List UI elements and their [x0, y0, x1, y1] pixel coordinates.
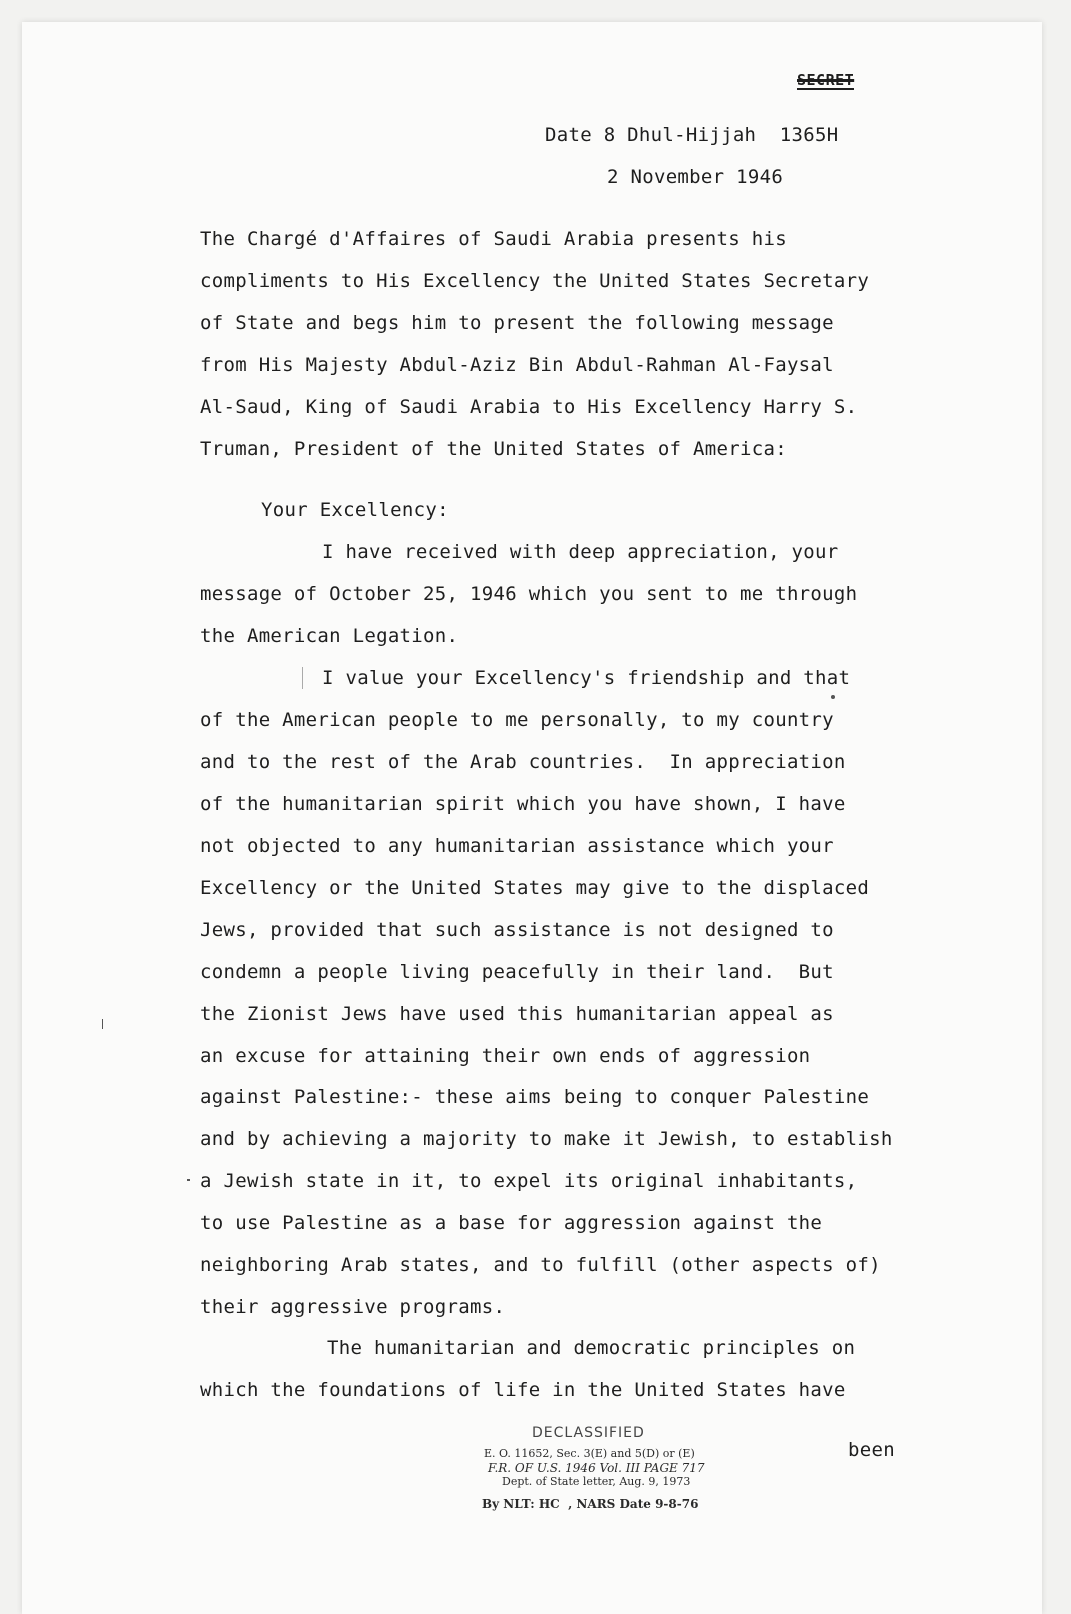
intro-line: of State and begs him to present the following message — [200, 312, 834, 334]
body-line: neighboring Arab states, and to fulfill (other aspects of) — [200, 1254, 881, 1276]
declassified-stamp-signoff: By NLT: HC , NARS Date 9-8-76 — [482, 1497, 699, 1511]
declassified-stamp-authority: E. O. 11652, Sec. 3(E) and 5(D) or (E) — [484, 1447, 695, 1460]
body-line: Jews, provided that such assistance is not designed to — [200, 919, 834, 941]
body-line: The humanitarian and democratic principles on — [327, 1337, 856, 1359]
page-mark — [102, 1019, 103, 1029]
intro-line: from His Majesty Abdul-Aziz Bin Abdul-Rahman Al-Faysal — [200, 354, 834, 376]
body-line: of the American people to me personally, to my country — [200, 709, 834, 731]
body-line: against Palestine:- these aims being to conquer Palestine — [200, 1086, 870, 1108]
declassified-stamp-title: DECLASSIFIED — [532, 1425, 645, 1441]
body-line: of the humanitarian spirit which you have shown, I have — [200, 793, 846, 815]
intro-line: The Chargé d'Affaires of Saudi Arabia presents his — [200, 228, 787, 250]
page-mark — [831, 695, 835, 699]
intro-line: compliments to His Excellency the United States Secretary — [200, 270, 870, 292]
intro-line: Truman, President of the United States of America: — [200, 438, 787, 460]
intro-line: Al-Saud, King of Saudi Arabia to His Excellency Harry S. — [200, 396, 858, 418]
body-line: which the foundations of life in the United States have — [200, 1379, 846, 1401]
declassified-stamp-letter: Dept. of State letter, Aug. 9, 1973 — [502, 1475, 691, 1488]
body-line: Excellency or the United States may give to the displaced — [200, 877, 870, 899]
body-line: condemn a people living peacefully in their land. But — [200, 961, 834, 983]
page-mark — [187, 1179, 190, 1181]
document-page — [22, 22, 1042, 1614]
body-line: and to the rest of the Arab countries. In appreciation — [200, 751, 846, 773]
body-line: message of October 25, 1946 which you sent to me through — [200, 583, 858, 605]
salutation: Your Excellency: — [261, 499, 449, 521]
body-line: a Jewish state in it, to expel its original inhabitants, — [200, 1170, 858, 1192]
body-line: their aggressive programs. — [200, 1296, 506, 1318]
body-line: I value your Excellency's friendship and that — [322, 667, 851, 689]
date-gregorian: 2 November 1946 — [607, 166, 784, 188]
date-hijri: Date 8 Dhul-Hijjah 1365H — [545, 124, 839, 146]
body-line: to use Palestine as a base for aggression against the — [200, 1212, 823, 1234]
body-line: I have received with deep appreciation, your — [322, 541, 839, 563]
page-mark — [302, 667, 303, 689]
body-line: and by achieving a majority to make it Jewish, to establish — [200, 1128, 893, 1150]
declassified-stamp-reference: F.R. OF U.S. 1946 Vol. III PAGE 717 — [488, 1461, 705, 1475]
body-line: the American Legation. — [200, 625, 459, 647]
classification-marking: SECRET — [797, 71, 855, 89]
body-line: the Zionist Jews have used this humanitarian appeal as — [200, 1003, 834, 1025]
body-line: not objected to any humanitarian assistance which your — [200, 835, 834, 857]
body-line: an excuse for attaining their own ends of aggression — [200, 1045, 811, 1067]
continuation-word: been — [848, 1439, 895, 1461]
